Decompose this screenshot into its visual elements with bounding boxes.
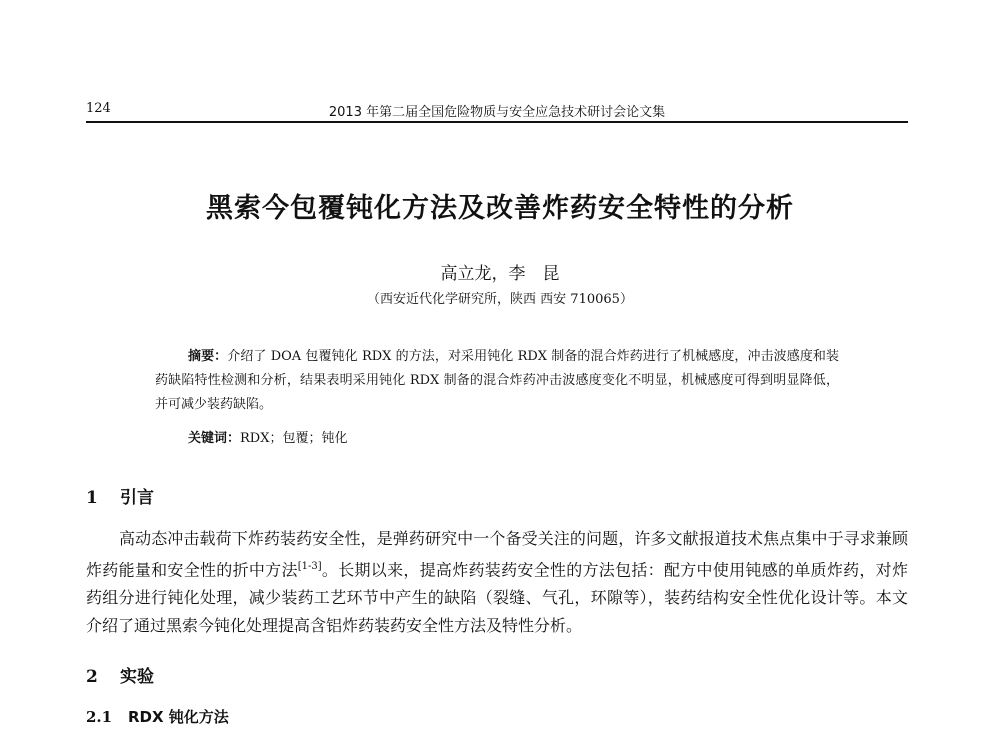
citation: [1-3] (297, 561, 322, 572)
paragraph-text: 。长期以来，提高炸药装药安全性的方法包括：配方中使用钝感的单质炸药，对炸药组分进行钝化处理，减少装药工艺环节中产生的缺陷（裂缝、气孔，环隙等），装药结构安全性优化设计等。本文介绍了通过黑索今钝化处理提高含铝炸药装药安全性方法及特性分析。 (86, 560, 908, 636)
paper-affiliation: （西安近代化学研究所，陕西 西安 710065） (367, 292, 633, 307)
section-title: 实验 (120, 667, 154, 687)
keywords-label: 关键词： (188, 431, 241, 446)
section-heading-1 (86, 483, 154, 508)
subsection-number: 2.1 (86, 708, 113, 726)
paper-authors: 高立龙，李 昆 (440, 264, 560, 284)
subsection-title: RDX 钝化方法 (128, 708, 229, 726)
section-title: 引言 (120, 488, 154, 508)
paragraph-text: 高动态冲击载荷下炸药装药安全性，是弹药研究中一个备受关注的问题，许多文献报道技术焦点集中于寻求兼顾炸药能量和安全性的折中方法 (86, 529, 908, 580)
section-number: 2 (86, 667, 98, 687)
running-header (86, 99, 908, 123)
abstract-label: 摘要： (188, 349, 228, 364)
section-1-paragraph (86, 525, 908, 640)
keywords-text: RDX；包覆；钝化 (240, 431, 348, 446)
section-number: 1 (86, 488, 98, 508)
section-heading-2 (86, 662, 154, 687)
keywords (188, 427, 347, 446)
abstract-text: 介绍了 DOA 包覆钝化 RDX 的方法，对采用钝化 RDX 制备的混合炸药进行了机械感度，冲击波感度和装药缺陷特性检测和分析，结果表明采用钝化 RDX 制备的混合炸药冲击波感度变化不明显，机械感度可得到明显降低，并可减少装药缺陷。 (155, 349, 839, 412)
page-number: 124 (86, 101, 111, 116)
section-1-body (86, 525, 908, 640)
abstract (155, 345, 839, 417)
subsection-heading-2-1 (86, 706, 229, 727)
running-title: 2013 年第二届全国危险物质与安全应急技术研讨会论文集 (328, 105, 666, 120)
paper-title: 黑索今包覆钝化方法及改善炸药安全特性的分析 (206, 193, 794, 224)
